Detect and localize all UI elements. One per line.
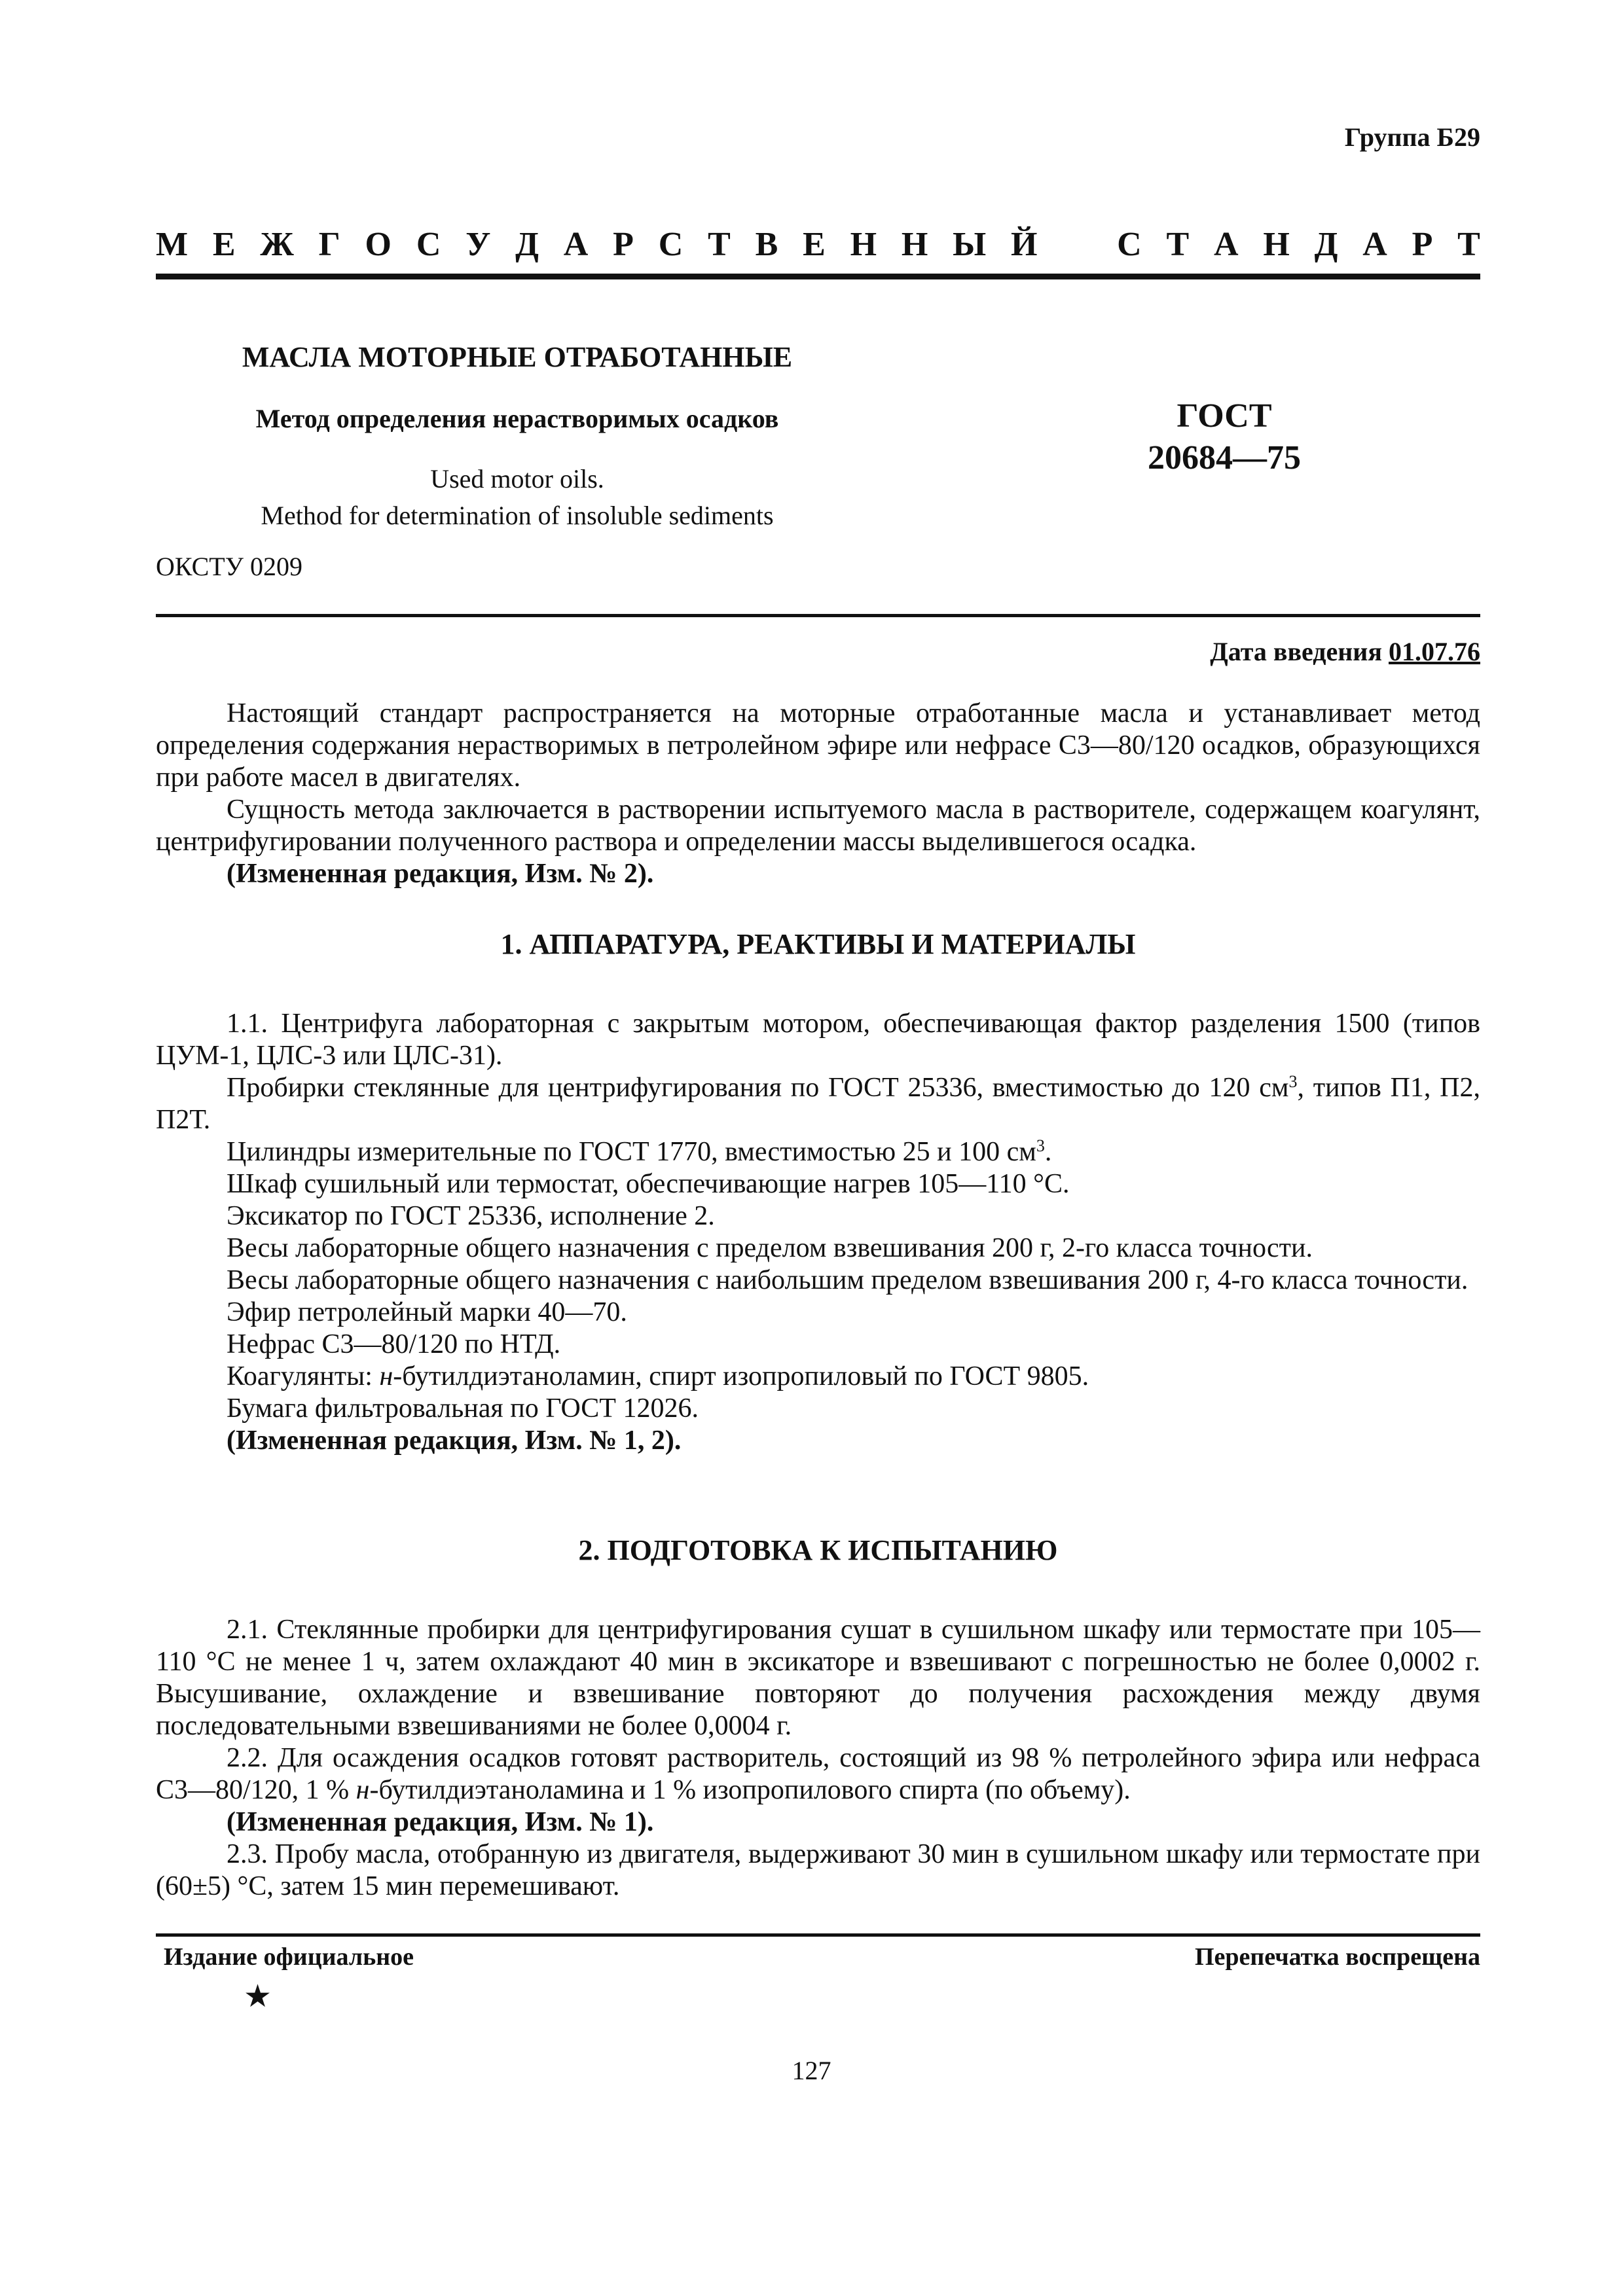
clause: Бумага фильтровальная по ГОСТ 12026. (227, 1393, 699, 1424)
clause-text: 2.2. Для осаждения осадков готовят растворитель, состоящий из 98 % петролейного эфира или нефраса С3—80/120, 1 % (156, 1743, 1480, 1805)
section-2-body (156, 1614, 1480, 1903)
section-heading: 2. ПОДГОТОВКА К ИСПЫТАНИЮ (578, 1534, 1058, 1566)
superscript: 3 (1036, 1136, 1045, 1155)
standard-word-1-letter: Е (803, 226, 826, 263)
standard-word-1-letter: Р (613, 226, 634, 263)
clause-text: . (1044, 1137, 1052, 1167)
page-number: 127 (792, 2056, 831, 2085)
standard-word-1-letter: О (365, 226, 392, 263)
standard-type-heading (156, 228, 1480, 262)
section-2-heading (156, 1534, 1480, 1566)
italic-prefix: н (379, 1361, 393, 1391)
standard-word-1-letter: Н (850, 226, 877, 263)
standard-word-1-letter: Д (515, 226, 539, 263)
clause-text: , типов П1, П2, П2Т. (156, 1073, 1481, 1135)
clause (156, 1136, 1480, 1168)
word-gap (1062, 228, 1092, 262)
standard-word-1-letter: Н (901, 226, 928, 263)
standard-word-1-letter: У (465, 226, 491, 263)
standard-word-2-letter: Р (1412, 226, 1433, 263)
standard-word-1-letter: С (658, 226, 684, 263)
standard-word-1-letter: А (563, 226, 589, 263)
clause-text: Коагулянты: (227, 1361, 380, 1391)
clause-text: -бутилдиэтаноламин, спирт изопропиловый по ГОСТ 9805. (393, 1361, 1089, 1391)
okstu-code: ОКСТУ 0209 (156, 552, 303, 581)
standard-word-2-letter: Н (1263, 226, 1290, 263)
intro-block (156, 698, 1480, 890)
standard-word-2-letter: С (1117, 226, 1142, 263)
clause-text: -бутилдиэтаноламина и 1 % изопропилового спирта (по объему). (369, 1775, 1131, 1805)
gost-designation (1100, 395, 1349, 479)
title-rule (156, 614, 1480, 617)
footer-rule (156, 1933, 1480, 1937)
intro-paragraph: Настоящий стандарт распространяется на моторные отработанные масла и устанавливает метод определения содержания нерастворимых в петролейном эфире или нефрасе С3—80/120 осадков, образующихся при работе масел в двигателях. (156, 698, 1480, 793)
superscript: 3 (1288, 1072, 1298, 1091)
clause: Весы лабораторные общего назначения с наибольшим пределом взвешивания 200 г, 4-го класса точности. (227, 1265, 1468, 1295)
standard-word-2-letter: Д (1314, 226, 1338, 263)
standard-word-1-letter: Ж (260, 226, 294, 263)
standard-word-2-letter: Т (1166, 226, 1190, 263)
gost-number: 20684—75 (1148, 439, 1301, 476)
standard-word-2-letter: А (1362, 226, 1387, 263)
standard-word-1-letter: Т (708, 226, 731, 263)
standard-word-1-letter: Е (212, 226, 236, 263)
italic-prefix: н (356, 1775, 370, 1805)
standard-word-1-letter: Ы (953, 226, 987, 263)
header-rule (156, 274, 1480, 279)
official-edition-label: Издание официальное (164, 1943, 414, 1971)
clause: Шкаф сушильный или термостат, обеспечивающие нагрев 105—110 °С. (227, 1169, 1070, 1199)
standard-word-1-letter: М (156, 226, 189, 263)
date-value: 01.07.76 (1389, 637, 1480, 666)
document-title: МАСЛА МОТОРНЫЕ ОТРАБОТАННЫЕ (242, 341, 793, 373)
standard-word-1-letter: Г (318, 226, 340, 263)
section-1-body (156, 1008, 1480, 1457)
clause: Нефрас С3—80/120 по НТД. (227, 1329, 561, 1359)
section-1-heading (156, 928, 1480, 960)
gost-label: ГОСТ (1176, 397, 1272, 435)
revision-note: (Измененная редакция, Изм. № 1). (227, 1807, 654, 1837)
clause: Весы лабораторные общего назначения с пределом взвешивания 200 г, 2-го класса точности. (227, 1233, 1313, 1263)
standard-word-1-letter: С (416, 226, 441, 263)
clause (156, 1361, 1480, 1393)
clause-text: Пробирки стеклянные для центрифугирования по ГОСТ 25336, вместимостью до 120 см (227, 1073, 1289, 1103)
standard-word-2-letter: А (1213, 226, 1239, 263)
section-heading: 1. АППАРАТУРА, РЕАКТИВЫ И МАТЕРИАЛЫ (500, 928, 1136, 960)
clause: Эксикатор по ГОСТ 25336, исполнение 2. (227, 1201, 715, 1231)
clause-text: Цилиндры измерительные по ГОСТ 1770, вместимостью 25 и 100 см (227, 1137, 1036, 1167)
standard-word-1-letter: В (755, 226, 778, 263)
reprint-prohibited-label: Перепечатка воспрещена (1194, 1943, 1480, 1971)
star-icon: ★ (244, 1979, 272, 2014)
clause (156, 1742, 1480, 1806)
english-title-line-1: Used motor oils. (430, 464, 604, 493)
clause: 2.1. Стеклянные пробирки для центрифугирования сушат в сушильном шкафу или термостате при 105—110 °С не менее 1 ч, затем охлаждают 40 мин в эксикаторе и взвешивают с погрешностью не более 0,0002 г. Высушивание, охлаждение и взвешивание повторяют до получения расхождения между двумя последовательными взвешиваниями не более 0,0004 г. (156, 1615, 1480, 1741)
clause: 1.1. Центрифуга лабораторная с закрытым мотором, обеспечивающая фактор разделения 1500 (типов ЦУМ-1, ЦЛС-3 или ЦЛС-31). (156, 1009, 1480, 1071)
revision-note: (Измененная редакция, Изм. № 1, 2). (227, 1426, 682, 1456)
group-code: Группа Б29 (1344, 122, 1480, 152)
clause (156, 1072, 1480, 1136)
introduction-date (1210, 636, 1480, 667)
standard-word-1-letter: Й (1011, 226, 1038, 263)
clause: 2.3. Пробу масла, отобранную из двигателя, выдерживают 30 мин в сушильном шкафу или термостате при (60±5) °С, затем 15 мин перемешивают. (156, 1839, 1480, 1901)
clause: Эфир петролейный марки 40—70. (227, 1297, 627, 1327)
standard-word-2-letter: Т (1457, 226, 1480, 263)
english-title (156, 461, 879, 534)
document-subtitle: Метод определения нерастворимых осадков (255, 404, 779, 433)
date-label: Дата введения (1210, 637, 1389, 666)
revision-note: (Измененная редакция, Изм. № 2). (227, 859, 654, 889)
english-title-line-2: Method for determination of insoluble sediments (261, 501, 774, 530)
intro-paragraph: Сущность метода заключается в растворении испытуемого масла в растворителе, содержащем коагулянт, центрифугировании полученного раствора и определении массы выделившегося осадка. (156, 795, 1480, 857)
